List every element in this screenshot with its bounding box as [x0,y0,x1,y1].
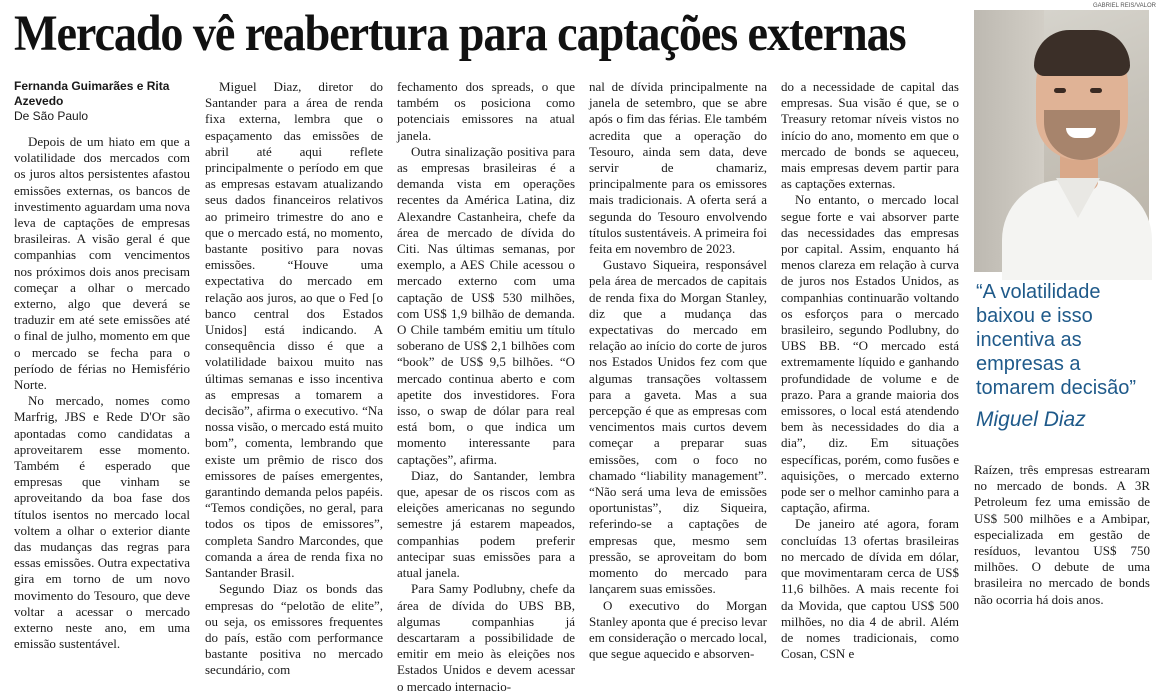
paragraph: Diaz, do Santander, lembra que, apesar de os riscos com as eleições americanas no segundo semestre já estarem mapeados, companhias podem preferir antecipar suas emissões para a atual janela. [397,467,575,581]
byline-authors: Fernanda Guimarães e Rita Azevedo [14,79,170,108]
paragraph: Outra sinalização positiva para as empresas brasileiras é a demanda vista em operações recentes da América Latina, diz Alexandre Castanheira, chefe da área de mercado de dívida do Citi. Nas últimas semanas, por exemplo, a AES Chile acessou o mercado externo com uma captação de US$ 530 milhões, com US$ 1,9 bilhão de demanda. O Chile também emitiu um título soberano de US$ 2,1 bilhões com “book” de US$ 9,5 bilhões. “O mercado continua aberto e com apetite dos investidores. Fora isso, o swap de dólar para real está bom, o que indica um momento interessante para captações”, afirma. [397,143,575,467]
paragraph: nal de dívida principalmente na janela de setembro, que se abre após o fim das férias. Ele também acredita que a operação do Tesouro, ainda sem data, deve servir de chamariz, principalmente para os emissores mais tradicionais. A oferta será a segunda do Tesouro envolvendo títulos sustentáveis. A primeira foi feita em novembro de 2023. [589,79,768,257]
paragraph: De janeiro até agora, foram concluídas 13 ofertas brasileiras no mercado de dívida em dólar, que movimentaram cerca de US$ 11,6 bilhões. A mais recente foi da Movida, que captou US$ 500 milhões, no dia 4 de abril. Além de nomes tradicionais, como Cosan, CSN e [781,516,959,662]
article-column-4 [589,79,768,662]
paragraph: Depois de um hiato em que a volatilidade dos mercados com os juros altos persistentes afastou emissões externas, os bancos de investimento aguardam uma nova leva de captações de empresas brasileiras. A visão geral é que companhias com vencimentos nos próximos dois anos precisam começar a olhar o mercado externo, algo que deverá se traduzir em até sete emissões até o final de julho, momento em que o mercado se fecha para o período de férias no Hemisfério Norte. [14,134,190,393]
article-column-1 [14,79,190,652]
paragraph: No entanto, o mercado local segue forte e vai absorver parte das necessidades das empresas por capital. Assim, enquanto há menos clareza em relação à curva de juros nos Estados Unidos, as companhias continuarão voltando os esforços para o mercado brasileiro, segundo Podlubny, do UBS BB. “O mercado está extremamente líquido e ganhando profundidade de volume e de prazo. Para a grande maioria dos emissores, o local está atendendo bem às necessidades do dia a dia”, diz. Em situações específicas, porém, como fusões e aquisições, o mercado externo pode ser o melhor caminho para a captação, afirma. [781,192,959,516]
paragraph: fechamento dos spreads, o que também os posiciona como potenciais emissores na atual janela. [397,79,575,143]
pull-quote: “A volatilidade baixou e isso incentiva as empresas a tomarem decisão” [976,281,1137,399]
photo-credit: GABRIEL REIS/VALOR [1092,3,1156,9]
photo-eye [1090,88,1102,93]
paragraph: O executivo do Morgan Stanley aponta que é preciso levar em consideração o mercado local, que segue aquecido e absorven- [589,597,767,662]
headline: Mercado vê reabertura para captações externas [14,6,906,62]
pull-quote-author: Miguel Diaz [976,408,1086,431]
portrait-photo [974,10,1149,272]
paragraph: do a necessidade de capital das empresas. Sua visão é que, se o Treasury retomar níveis vistos no início do ano, momento em que o mercado de bonds se aqueceu, mais empresas devem partir para as captações externas. [781,79,959,192]
photo-eye [1054,88,1066,93]
article-column-continuation [974,462,1150,607]
paragraph: Miguel Diaz, diretor do Santander para a área de renda fixa externa, lembra que o espaçamento das emissões de abril até aqui reflete principalmente o período em que as empresas estavam atualizando seus dados financeiros relativos ao primeiro trimestre do ano e que o mercado está, no momento, bastante positivo para novas emissões. “Houve uma expectativa do mercado em relação aos juros, ao que o Fed [o banco central dos Estados Unidos] está indicando. A consequência disso é que a volatilidade baixou muito nas últimas semanas e isso incentiva as empresas a tomarem a decisão”, afirma o executivo. “Na nossa visão, o mercado está muito bom”, comenta, lembrando que existe um prêmio de risco dos emissores de países emergentes, garantindo demanda pelos papéis. “Temos condições, no geral, para todos os tipos de emissores”, completa Sandro Marcondes, que comanda a área de renda fixa no Santander Brasil. [205,79,383,581]
article-column-2 [205,79,383,678]
article-column-3 [397,79,575,694]
byline-location: De São Paulo [14,109,89,123]
paragraph: Segundo Diaz os bonds das empresas do “pelotão de elite”, ou seja, os emissores frequentes do país, estão com performance bastante positiva no mercado secundário, com [205,581,383,678]
article-column-5 [781,79,959,662]
paragraph: Gustavo Siqueira, responsável pela área de mercados de capitais de renda fixa do Morgan Stanley, diz que a mudança das expectativas do mercado em relação ao início do corte de juros nos Estados Unidos fez com que algumas transações voltassem para a gaveta. Mas a sua percepção é que as empresas com vencimentos mais curtos devem começar a preparar suas emissões, com o foco no chamado “liability management”. “Não será uma leva de emissões oportunistas”, diz Siqueira, referindo-se a captações de empresas que, mesmo sem pressão, se aproveitam do bom momento do mercado para lançarem suas emissões. [589,257,767,597]
paragraph: No mercado, nomes como Marfrig, JBS e Rede D'Or são apontadas como candidatas a aproveitarem esse momento. Também é esperado que empresas que vinham se aproveitando da boa fase dos títulos isentos no mercado local voltem a olhar o exterior diante das mudanças das regras para essas emissões. Outra expectativa gira em torno de um novo movimento do Tesouro, que deve voltar a acessar o mercado externo neste ano, em uma emissão sustentável. [14,393,190,652]
photo-hair [1034,30,1130,76]
paragraph: Raízen, três empresas estrearam no mercado de bonds. A 3R Petroleum fez uma emissão de US$ 500 milhões e a Ambipar, especializada em gestão de resíduos, levantou US$ 750 milhões. O debute de uma brasileira no mercado de bonds não ocorria há dois anos. [974,462,1150,607]
paragraph: Para Samy Podlubny, chefe da área de dívida do UBS BB, algumas companhias já descartaram a possibilidade de emitir em meio às eleições nos Estados Unidos e devem acessar o mercado internacio- [397,581,575,694]
